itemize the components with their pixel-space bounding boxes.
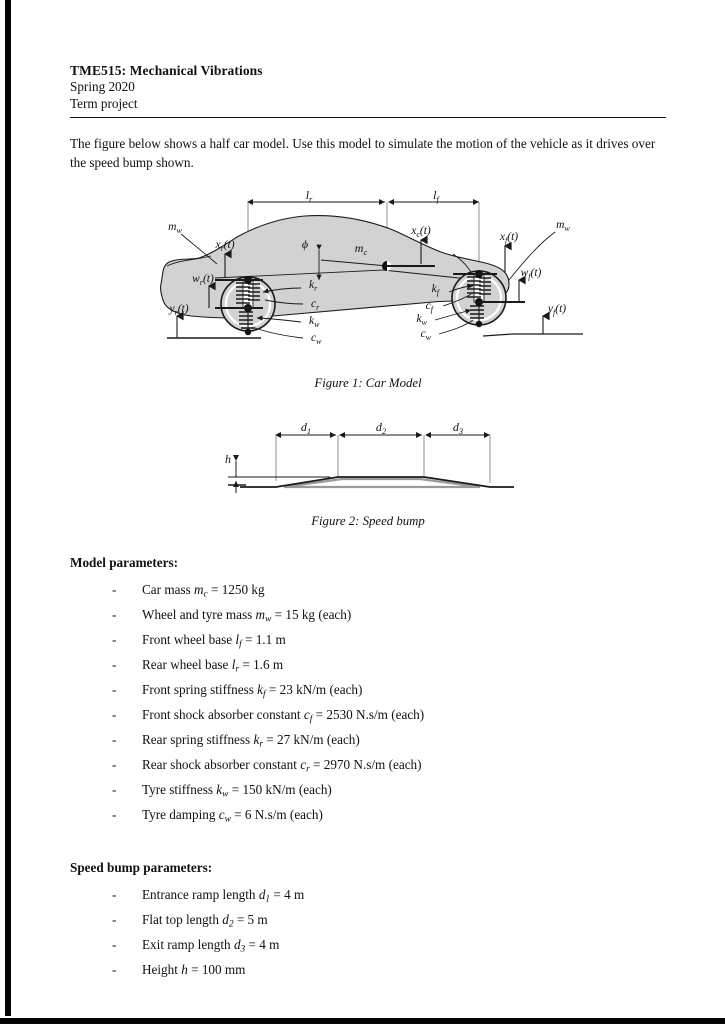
label-mw-left: $m_w$ bbox=[168, 221, 182, 235]
param-symbol: c bbox=[303, 707, 310, 723]
param-label: Front shock absorber constant bbox=[142, 707, 304, 723]
label-d2: $d_2$ bbox=[375, 421, 387, 436]
label-xf: $x_f(t)$ bbox=[499, 231, 519, 245]
list-item bbox=[112, 960, 666, 979]
speed-bump-parameters-list bbox=[70, 885, 666, 980]
list-item bbox=[112, 755, 666, 780]
list-bullet: - bbox=[112, 682, 117, 698]
param-label: Flat top length bbox=[142, 912, 223, 928]
param-value: = 4 m bbox=[270, 887, 305, 903]
list-bullet: - bbox=[112, 807, 117, 823]
list-item bbox=[112, 680, 666, 705]
param-value: = 4 m bbox=[245, 937, 280, 953]
param-symbol: c bbox=[300, 757, 307, 773]
param-symbol: d bbox=[258, 887, 266, 903]
rear-contact-node bbox=[245, 329, 251, 335]
speed-bump-parameters-heading: Speed bump parameters: bbox=[70, 860, 213, 876]
list-item bbox=[112, 705, 666, 730]
param-value: = 6 N.s/m (each) bbox=[230, 807, 323, 823]
label-kw-right: $k_w$ bbox=[416, 313, 427, 327]
label-cr: $c_r$ bbox=[311, 298, 320, 312]
speed-bump-diagram bbox=[218, 421, 518, 511]
param-symbol: d bbox=[222, 912, 229, 928]
label-yf: $y_f(t)$ bbox=[547, 303, 567, 317]
label-cf: $c_f$ bbox=[425, 300, 433, 314]
param-symbol-subscript: r bbox=[235, 664, 240, 675]
label-lf: $l_f$ bbox=[433, 188, 439, 204]
front-contact-node bbox=[476, 321, 482, 327]
list-bullet: - bbox=[112, 607, 117, 623]
param-label: Rear shock absorber constant bbox=[142, 757, 301, 773]
param-value: = 150 kN/m (each) bbox=[228, 782, 332, 798]
param-symbol: l bbox=[235, 632, 240, 648]
list-bullet: - bbox=[112, 582, 117, 597]
param-value: = 1.6 m bbox=[239, 657, 284, 673]
param-value: = 2970 N.s/m (each) bbox=[309, 757, 422, 773]
param-value: = 1.1 m bbox=[241, 632, 286, 648]
document-header bbox=[70, 62, 666, 118]
param-value: = 100 mm bbox=[187, 962, 246, 978]
ground-line-right bbox=[483, 334, 583, 336]
list-item bbox=[112, 885, 666, 910]
param-value: = 15 kg (each) bbox=[271, 607, 352, 623]
list-item bbox=[112, 605, 666, 630]
scan-edge-bottom bbox=[0, 1018, 725, 1024]
param-label: Height bbox=[142, 962, 182, 978]
list-bullet: - bbox=[112, 887, 117, 903]
car-model-diagram bbox=[153, 188, 583, 373]
label-h: h bbox=[225, 452, 231, 466]
label-xr: $x_r(t)$ bbox=[215, 239, 235, 253]
label-kr: $k_r$ bbox=[309, 279, 318, 293]
param-label: Front spring stiffness bbox=[142, 682, 258, 698]
param-symbol-subscript: r bbox=[306, 764, 310, 775]
param-label: Entrance ramp length bbox=[142, 887, 259, 903]
list-item bbox=[112, 655, 666, 680]
scan-edge-left bbox=[5, 0, 11, 1016]
param-value: = 1250 kg bbox=[207, 582, 265, 597]
param-label: Tyre damping bbox=[142, 807, 219, 823]
list-bullet: - bbox=[112, 707, 117, 723]
param-symbol: l bbox=[231, 657, 236, 673]
param-value: = 27 kN/m (each) bbox=[263, 732, 360, 748]
list-item bbox=[112, 780, 666, 805]
figure1-caption: Figure 1: Car Model bbox=[314, 376, 422, 390]
label-wf: $w_f(t)$ bbox=[520, 267, 542, 281]
list-bullet: - bbox=[112, 962, 117, 978]
model-parameters-list bbox=[70, 580, 666, 830]
list-item bbox=[112, 630, 666, 655]
param-label: Rear wheel base bbox=[142, 657, 232, 673]
param-value: = 2530 N.s/m (each) bbox=[312, 707, 425, 723]
param-symbol-subscript: r bbox=[259, 739, 263, 750]
label-xc: $x_c(t)$ bbox=[411, 225, 431, 239]
param-label: Front wheel base bbox=[142, 632, 236, 648]
model-parameters-heading: Model parameters: bbox=[70, 555, 179, 570]
param-label: Car mass bbox=[142, 582, 195, 597]
list-bullet: - bbox=[112, 657, 117, 673]
param-label: Exit ramp length bbox=[142, 937, 234, 953]
param-symbol: k bbox=[253, 732, 260, 748]
label-mc: $m_c$ bbox=[354, 241, 368, 257]
label-mw-right: $m_w$ bbox=[556, 219, 570, 233]
param-symbol-subscript: 3 bbox=[240, 945, 246, 955]
label-kf: $k_f$ bbox=[431, 283, 439, 297]
param-symbol: k bbox=[216, 782, 223, 798]
list-item bbox=[112, 910, 666, 935]
param-symbol-subscript: 1 bbox=[265, 894, 271, 905]
intro-paragraph: The figure below shows a half car model. Use this model to simulate the motion of the vehicle as it drives over the speed bump shown. bbox=[70, 136, 656, 170]
param-symbol-subscript: f bbox=[239, 639, 242, 650]
param-symbol-subscript: w bbox=[265, 614, 272, 625]
list-item bbox=[112, 805, 666, 830]
label-d3: $d_3$ bbox=[452, 421, 464, 436]
param-symbol: k bbox=[257, 682, 264, 698]
list-bullet: - bbox=[112, 912, 117, 928]
term-label: Spring 2020 bbox=[70, 79, 135, 94]
list-bullet: - bbox=[112, 782, 117, 798]
list-item bbox=[112, 935, 666, 960]
label-lr: $l_r$ bbox=[305, 188, 313, 204]
label-yr: $y_r(t)$ bbox=[169, 303, 189, 317]
param-value: = 5 m bbox=[233, 912, 268, 928]
param-symbol-subscript: f bbox=[309, 714, 313, 725]
list-bullet: - bbox=[112, 757, 117, 773]
param-symbol-subscript: 2 bbox=[228, 919, 234, 930]
list-bullet: - bbox=[112, 632, 117, 648]
figure-car-model bbox=[70, 188, 666, 391]
leader-cw-left bbox=[255, 328, 303, 338]
course-title: TME515: Mechanical Vibrations bbox=[70, 63, 263, 78]
list-item bbox=[112, 580, 666, 605]
label-wr: $w_r(t)$ bbox=[192, 273, 214, 287]
param-symbol-subscript: c bbox=[203, 589, 208, 600]
param-symbol: d bbox=[233, 937, 241, 953]
list-item bbox=[112, 730, 666, 755]
param-label: Tyre stiffness bbox=[142, 782, 217, 798]
label-kw-left: $k_w$ bbox=[309, 315, 320, 329]
label-cw-left: $c_w$ bbox=[311, 332, 322, 346]
list-bullet: - bbox=[112, 937, 117, 953]
param-label: Wheel and tyre mass bbox=[142, 607, 256, 623]
label-cw-right: $c_w$ bbox=[420, 328, 431, 342]
param-symbol-subscript: f bbox=[263, 689, 266, 700]
param-symbol: c bbox=[218, 807, 225, 823]
param-symbol: m bbox=[194, 582, 204, 597]
param-symbol-subscript: w bbox=[224, 814, 231, 825]
figure2-caption: Figure 2: Speed bump bbox=[311, 514, 425, 528]
label-phi: ϕ bbox=[301, 237, 309, 251]
label-d1: $d_1$ bbox=[300, 421, 312, 436]
param-symbol: h bbox=[181, 962, 188, 978]
page-content bbox=[70, 62, 666, 980]
param-symbol: m bbox=[255, 607, 266, 623]
param-symbol-subscript: w bbox=[222, 789, 229, 800]
figure-speed-bump bbox=[70, 421, 666, 529]
assignment-label: Term project bbox=[70, 95, 138, 111]
param-label: Rear spring stiffness bbox=[142, 732, 254, 748]
header-divider bbox=[70, 117, 666, 118]
param-value: = 23 kN/m (each) bbox=[265, 682, 363, 698]
list-bullet: - bbox=[112, 732, 117, 748]
